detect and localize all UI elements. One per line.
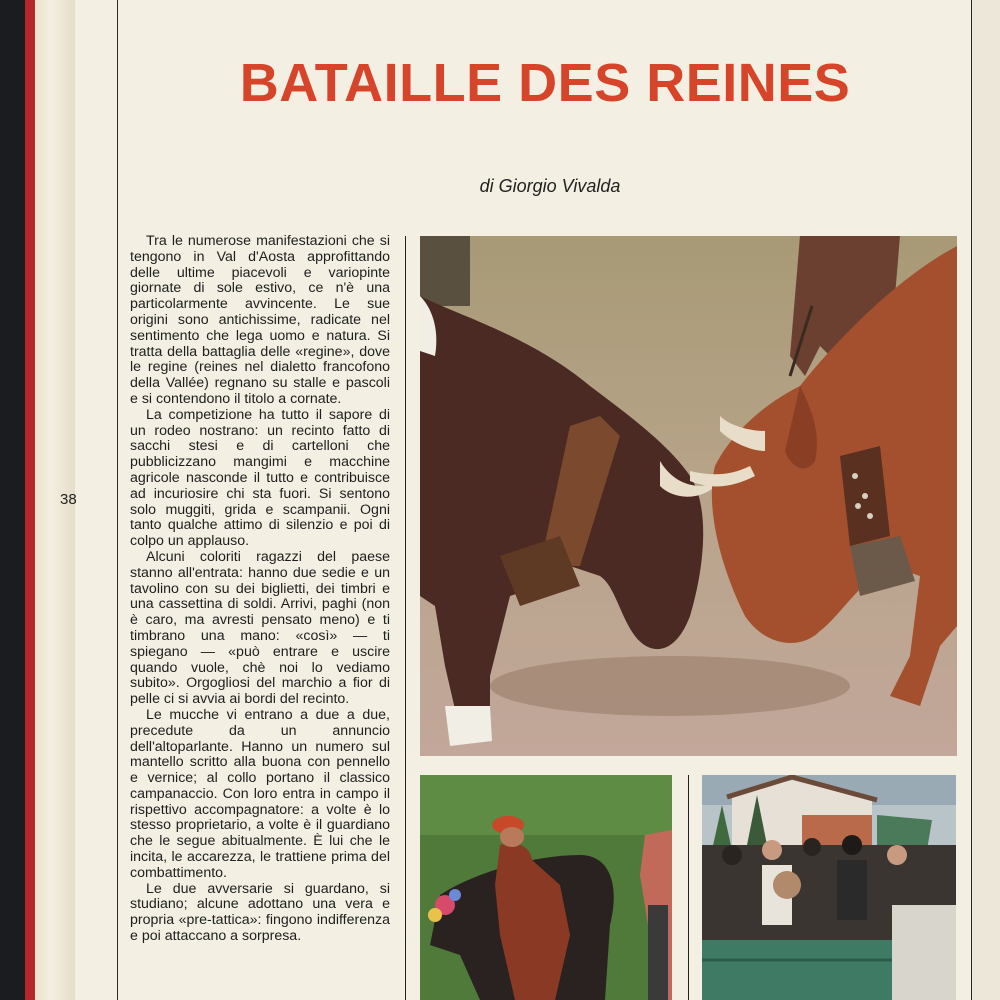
article-byline: di Giorgio Vivalda bbox=[479, 176, 621, 196]
photo-village-crowd bbox=[702, 775, 956, 1000]
paragraph-3: Alcuni coloriti ragazzi del paese stanno all'entrata: hanno due sedie e un tavolino con su dei biglietti, dei timbri e una cassettina di soldi. Arrivi, paghi (non è caro, ma avresti pensato meno) e ti timbrano una mano: «così» — ti spiegano — «può entrare e uscire quando vuole, chè noi lo vediamo subito». Orgogliosi del marchio a fior di pelle ci si avvia ai bordi del recinto. bbox=[130, 548, 390, 708]
article-body bbox=[130, 234, 390, 1000]
red-binding bbox=[25, 0, 35, 1000]
paragraph-1: Tra le numerose manifestazioni che si tengono in Val d'Aosta approfittando delle ultime piacevoli e variopinte giornate di sole estivo, ce n'è una particolarmente avvincente. Le sue origini sono antichissime, radicate nel sentimento che lega uomo e natura. Si tratta della battaglia delle «regine», dove le regine (reines nel dialetto francofono della Vallée) regnano su stalle e pascoli e si contendono il titolo a cornate. bbox=[130, 234, 390, 407]
book-spine bbox=[0, 0, 25, 1000]
article-title: BATAILLE DES REINES bbox=[239, 53, 851, 113]
photo-man-with-cow bbox=[420, 775, 672, 1000]
column-rule bbox=[405, 236, 406, 1000]
paragraph-2: La competizione ha tutto il sapore di un rodeo nostrano: un recinto fatto di sacchi stesi e di cartelloni che pubblicizzano mangimi e macchine agricole nasconde il tutto e contribuisce ad incuriosire chi sta fuori. Si sentono solo muggiti, grida e scampanii. Ogni tanto qualche attimo di silenzio e poi di colpo un applauso. bbox=[130, 406, 390, 550]
left-margin-rule bbox=[117, 0, 118, 1000]
photo-divider-rule bbox=[688, 775, 689, 1000]
page-number: 38 bbox=[60, 491, 77, 508]
paragraph-5: Le due avversarie si guardano, si studiano; alcune adottano una vera e propria «pre-tattica»: fingono indifferenza e poi attaccano a sorpresa. bbox=[130, 880, 390, 945]
photo-cow-fight bbox=[420, 236, 957, 756]
paragraph-4: Le mucche vi entrano a due a due, precedute da un annuncio dell'altoparlante. Hanno un numero sul mantello scritto alla buona con pennello e vernice; al collo portano il classico campanaccio. Con loro entra in campo il rispettivo accompagnatore: a volte è lo stesso proprietario, a volte è il guardiano che le segue abitualmente. È lui che le incita, le accarezza, le trattiene prima del combattimento. bbox=[130, 706, 390, 881]
right-page-strip bbox=[972, 0, 1000, 1000]
